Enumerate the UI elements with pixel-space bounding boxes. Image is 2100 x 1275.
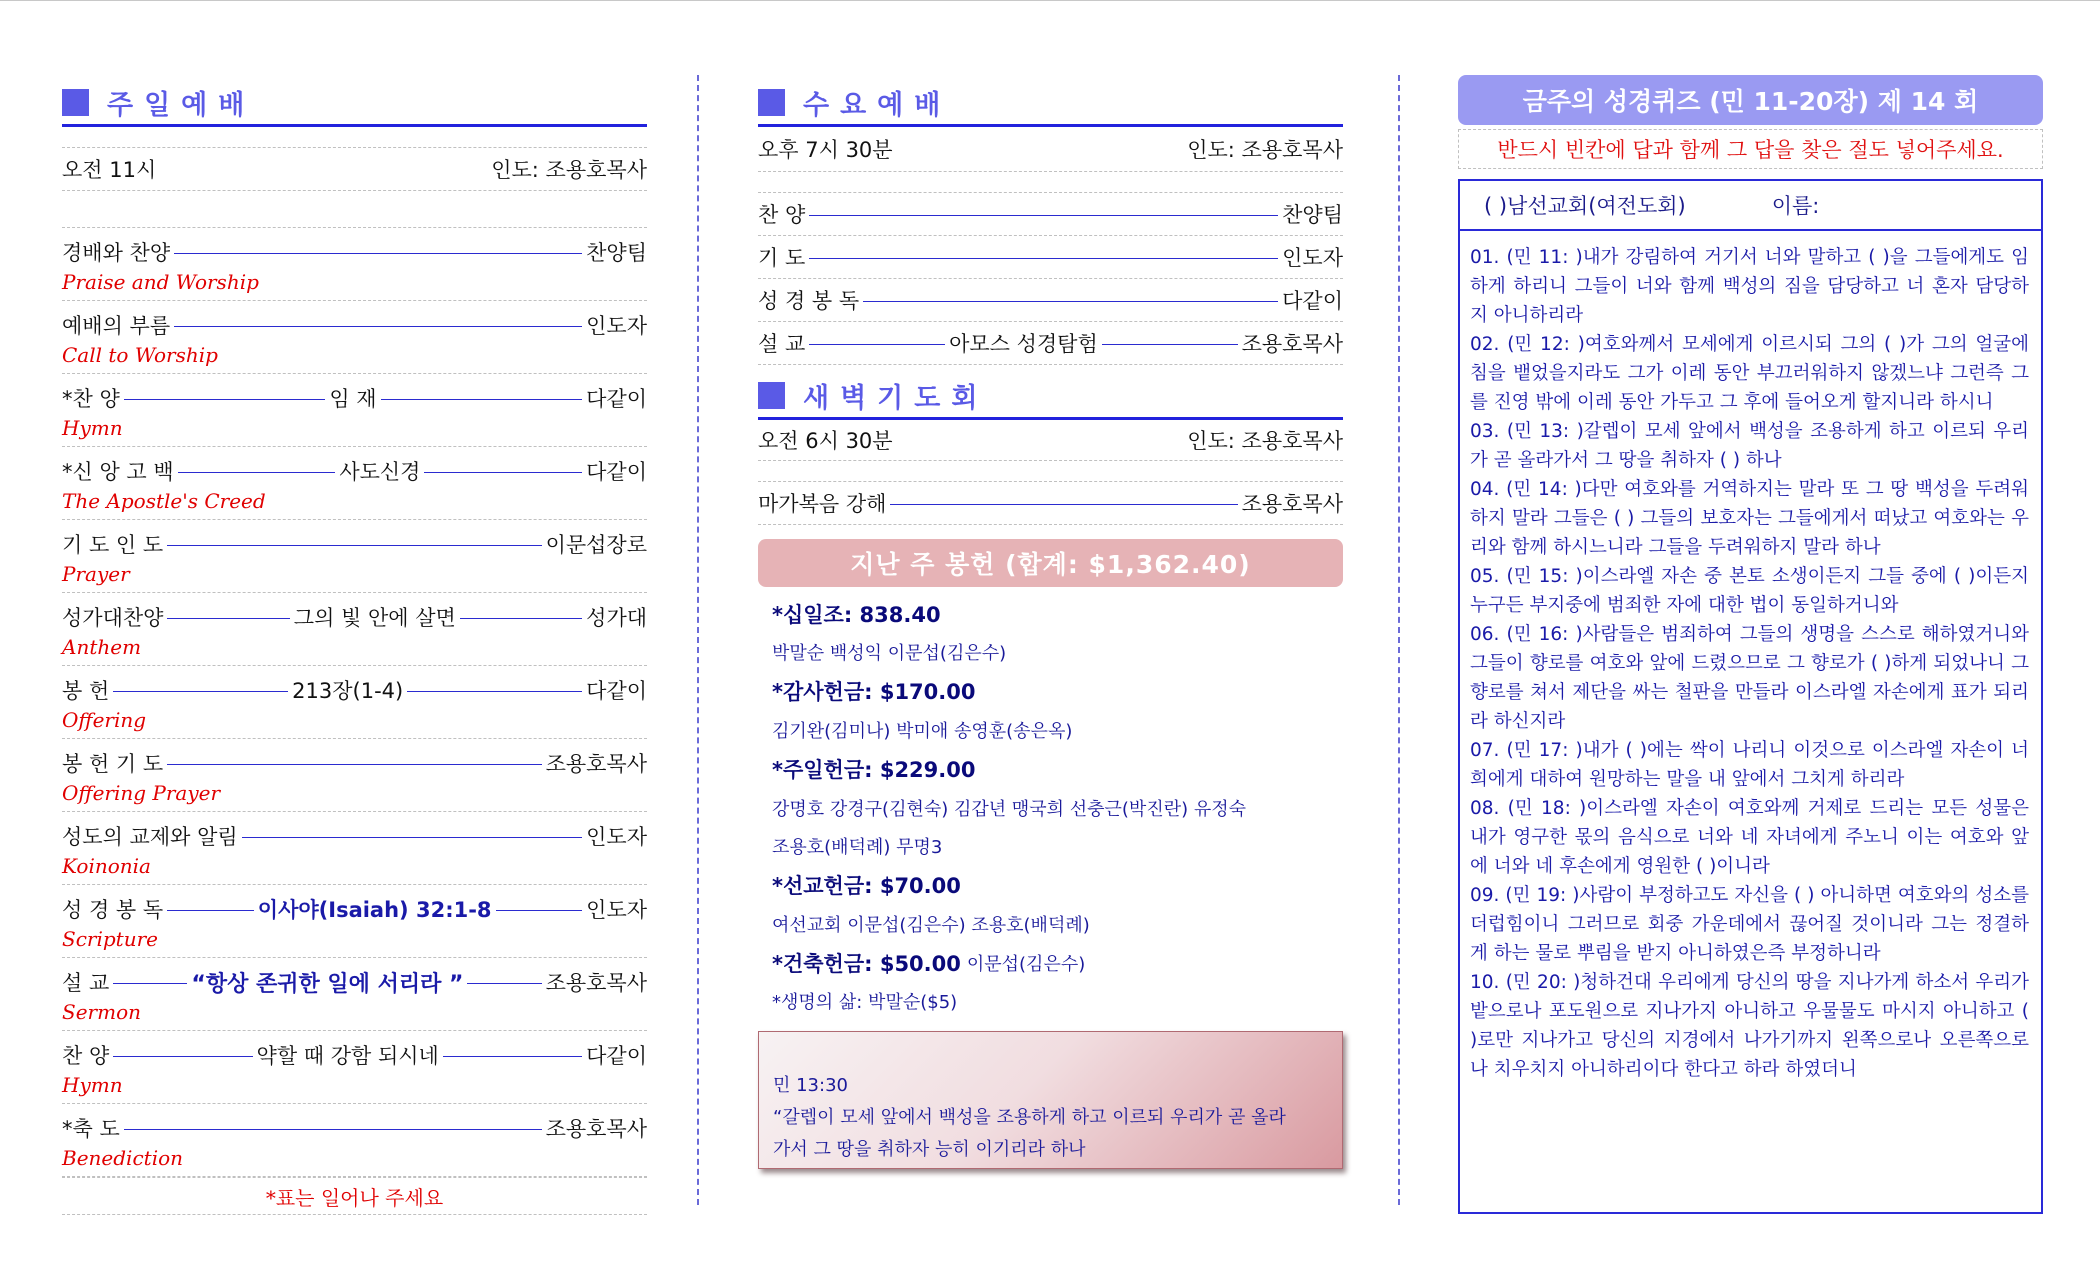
- column-divider: [697, 75, 699, 1205]
- item-leader: 다같이: [1282, 289, 1343, 313]
- item-english: Praise and Worship: [62, 270, 259, 294]
- item-label: 봉 헌 기 도: [62, 752, 164, 776]
- name-label: 이름:: [1771, 194, 1820, 218]
- item-detail: 사도신경: [339, 460, 421, 484]
- item-english: Scripture: [62, 927, 158, 951]
- item-english: Koinonia: [62, 854, 151, 878]
- dawn-title: [758, 375, 1343, 415]
- item-label: 성 경 봉 독: [758, 289, 860, 313]
- item-label: *축 도: [62, 1117, 120, 1141]
- life-offering: *생명의 삶: 박말순($5): [772, 992, 958, 1013]
- order-item: [758, 236, 1343, 279]
- order-item: [62, 1104, 647, 1177]
- dawn-title-text: 새벽기도회: [803, 382, 989, 414]
- item-leader: 찬양팀: [1282, 203, 1343, 227]
- wednesday-order-list: [758, 193, 1343, 365]
- item-label: 성가대찬양: [62, 606, 164, 630]
- service-time: 오후 7시 30분: [758, 138, 893, 162]
- offering-header-text: 지난 주 봉헌 (합계: $1,362.40): [850, 550, 1251, 579]
- quiz-header: [1458, 75, 2043, 125]
- item-english: Hymn: [62, 416, 123, 440]
- item-label: 성도의 교제와 알림: [62, 825, 238, 849]
- item-leader: 다같이: [586, 387, 648, 411]
- quiz-question-list: [1460, 231, 2041, 1084]
- item-leader: 조용호목사: [1241, 332, 1343, 356]
- quiz-question: 02. (민 12: )여호와께서 모세에게 이르시되 그의 ( )가 그의 얼굴에 침을 뱉었을지라도 그가 이레 동안 부끄러워하지 않겠느냐 그런즉 그를 진영 밖에 이레 동안 가두고 그 후에 들어오게 할지니라 하시니: [1470, 334, 2029, 413]
- quiz-question: 08. (민 18: )이스라엘 자손이 여호와께 거제로 드리는 모든 성물은 내가 영구한 몫의 음식으로 너와 네 자녀에게 주노니 이는 여호와 앞에 너와 네 후손에게 영원한 ( )이니라: [1470, 798, 2029, 877]
- item-leader: 조용호목사: [545, 971, 648, 995]
- service-leader: 인도: 조용호목사: [491, 158, 647, 182]
- middle-column: [758, 82, 1343, 1169]
- quiz-question: 06. (민 16: )사람들은 범죄하여 그들의 생명을 스스로 해하였거니와 그들이 향로를 여호와 앞에 드렸으므로 그 향로가 ( )하게 되었나니 그 향로를 쳐서 제단을 싸는 철판을 만들라 이스라엘 자손에게 표가 되리라 하신지라: [1470, 624, 2029, 732]
- service-leader: 인도: 조용호목사: [1187, 429, 1343, 453]
- mission-title: *선교헌금: $70.00: [772, 874, 961, 898]
- item-leader: 찬양팀: [586, 241, 647, 265]
- order-item: [758, 279, 1343, 322]
- verse-line: “갈렙이 모세 앞에서 백성을 조용하게 하고 이르되 우리가 곧 올라: [773, 1107, 1286, 1128]
- order-item: [758, 193, 1343, 236]
- thanks-title: *감사헌금: $170.00: [772, 680, 976, 704]
- item-leader: 성가대: [586, 606, 648, 630]
- sunday-title: [62, 82, 647, 122]
- quiz-column: [1458, 75, 2043, 1214]
- square-bullet-icon: [62, 89, 89, 116]
- quiz-question: 04. (민 14: )다만 여호와를 거역하지는 말라 또 그 땅 백성을 두려워하지 말라 그들은 ( ) 그들의 보호자는 그들에게서 떠났고 여호와는 우리와 함께 하시느니라 그들을 두려워하지 말라 하나: [1470, 479, 2029, 558]
- item-detail: 이사야(Isaiah) 32:1-8: [257, 898, 492, 922]
- sunday-time-row: [62, 148, 647, 191]
- top-border: [0, 0, 2100, 1]
- quiz-header-text: 금주의 성경퀴즈 (민 11-20장) 제 14 회: [1522, 87, 1979, 116]
- sunday-offering-title: *주일헌금: $229.00: [772, 758, 976, 782]
- service-time: 오전 11시: [62, 158, 157, 182]
- item-leader: 조용호목사: [545, 752, 647, 776]
- order-item: [62, 374, 647, 447]
- item-english: The Apostle's Creed: [62, 489, 266, 513]
- item-leader: 다같이: [586, 679, 648, 703]
- order-item: [62, 520, 647, 593]
- quiz-answer-box: [1458, 179, 2043, 1214]
- tithe-names: 박말순 백성익 이문섭(김은수): [772, 643, 1007, 664]
- dawn-time-row: [758, 420, 1343, 461]
- quiz-name-row: [1460, 181, 2041, 231]
- item-leader: 인도자: [586, 314, 647, 338]
- building-row: [772, 943, 1343, 983]
- item-label: 설 교: [62, 971, 110, 995]
- quiz-instruction: [1458, 129, 2043, 169]
- order-item: [62, 301, 647, 374]
- sunday-offering-names-2: 조용호(배덕례) 무명3: [772, 837, 943, 858]
- tithe-title: *십일조: 838.40: [772, 603, 941, 627]
- item-leader: 다같이: [586, 1044, 647, 1068]
- item-english: Call to Worship: [62, 343, 218, 367]
- square-bullet-icon: [758, 382, 785, 409]
- column-divider: [1398, 75, 1400, 1205]
- item-label: 찬 양: [758, 203, 806, 227]
- dawn-sermon: 마가복음 강해: [758, 492, 887, 516]
- order-item: [62, 593, 647, 666]
- quiz-question: 01. (민 11: )내가 강림하여 거기서 너와 말하고 ( )을 그들에게도 임하게 하리니 그들이 너와 함께 백성의 짐을 담당하고 너 혼자 담당하지 아니하리라: [1470, 247, 2029, 326]
- item-leader: 다같이: [586, 460, 647, 484]
- item-english: Hymn: [62, 1073, 123, 1097]
- item-english: Sermon: [62, 1000, 141, 1024]
- item-label: 설 교: [758, 332, 806, 356]
- item-label: *신 앙 고 백: [62, 460, 174, 484]
- wednesday-time-row: [758, 127, 1343, 172]
- offering-header: [758, 539, 1343, 587]
- item-english: Benediction: [62, 1146, 184, 1170]
- memory-verse-box: [758, 1031, 1343, 1169]
- item-label: 경배와 찬양: [62, 241, 171, 265]
- building-title: *건축헌금: $50.00: [772, 952, 961, 976]
- quiz-question: 10. (민 20: )청하건대 우리에게 당신의 땅을 지나가게 하소서 우리가 밭으로나 포도원으로 지나가지 아니하고 우물물도 마시지 아니하고 ( )로만 지나가고 당신의 지경에서 나가기까지 왼쪽으로나 오른쪽으로나 치우치지 아니하리이다 한다고 하라 하였더니: [1470, 972, 2029, 1080]
- order-item: [62, 666, 647, 739]
- item-leader: 조용호목사: [545, 1117, 647, 1141]
- order-item: [62, 228, 647, 301]
- order-item: [62, 958, 647, 1031]
- quiz-instruction-text: 반드시 빈칸에 답과 함께 그 답을 찾은 절도 넣어주세요.: [1497, 138, 2004, 162]
- standing-note: *표는 일어나 주세요: [265, 1185, 444, 1210]
- wednesday-title-text: 수요예배: [803, 89, 952, 121]
- item-english: Offering: [62, 708, 147, 732]
- item-label: 성 경 봉 독: [62, 898, 164, 922]
- sunday-offering-names: 강명호 강경구(김현숙) 김갑년 맹국희 선충근(박진란) 유정숙: [772, 799, 1247, 820]
- item-english: Offering Prayer: [62, 781, 221, 805]
- item-detail: 약할 때 강함 되시네: [256, 1044, 439, 1068]
- sunday-order-list: [62, 228, 647, 1177]
- order-item: [62, 885, 647, 958]
- item-leader: 이문섭장로: [545, 533, 647, 557]
- item-leader: 인도자: [586, 898, 648, 922]
- item-detail: “항상 존귀한 일에 서리라 ”: [191, 971, 464, 997]
- quiz-question: 07. (민 17: )내가 ( )에는 싹이 나리니 이것으로 이스라엘 자손이 너희에게 대하여 원망하는 말을 내 앞에서 그치게 하리라: [1470, 740, 2029, 790]
- service-leader: 인도: 조용호목사: [1187, 138, 1343, 162]
- item-label: 예배의 부름: [62, 314, 171, 338]
- dawn-preacher: 조용호목사: [1241, 492, 1343, 516]
- service-time: 오전 6시 30분: [758, 429, 893, 453]
- quiz-question: 05. (민 15: )이스라엘 자손 중 본토 소생이든지 그들 중에 ( )이든지 누구든 부지중에 범죄한 자에 대한 법이 동일하거니와: [1470, 566, 2029, 616]
- mission-names: 여선교회 이문섭(김은수) 조용호(배덕례): [772, 915, 1090, 936]
- offering-list: [758, 595, 1343, 1019]
- verse-reference: 민 13:30: [773, 1075, 848, 1096]
- square-bullet-icon: [758, 89, 785, 116]
- item-detail: 아모스 성경탐험: [949, 332, 1098, 356]
- dawn-sermon-row: [758, 482, 1343, 525]
- thanks-names: 김기완(김미나) 박미애 송영훈(송은옥): [772, 721, 1073, 742]
- order-item: [758, 322, 1343, 365]
- item-english: Prayer: [62, 562, 130, 586]
- order-item: [62, 1031, 647, 1104]
- item-label: 봉 헌: [62, 679, 110, 703]
- item-detail: 임 재: [329, 387, 377, 411]
- item-label: 기 도: [758, 246, 806, 270]
- item-detail: 그의 빛 안에 살면: [293, 606, 456, 630]
- sunday-column: [62, 82, 647, 1215]
- wednesday-title: [758, 82, 1343, 122]
- verse-line: 가서 그 땅을 취하자 능히 이기리라 하나: [773, 1139, 1086, 1160]
- item-label: *찬 양: [62, 387, 120, 411]
- church-label: ( )남선교회(여전도회): [1484, 194, 1686, 218]
- item-detail: 213장(1-4): [292, 679, 404, 703]
- item-label: 기 도 인 도: [62, 533, 164, 557]
- standing-note-row: [62, 1177, 647, 1215]
- item-leader: 인도자: [1282, 246, 1343, 270]
- building-names: 이문섭(김은수): [966, 954, 1086, 975]
- item-english: Anthem: [62, 635, 142, 659]
- order-item: [62, 812, 647, 885]
- quiz-question: 03. (민 13: )갈렙이 모세 앞에서 백성을 조용하게 하고 이르되 우리가 곧 올라가서 그 땅을 취하자 ( ) 하나: [1470, 421, 2029, 471]
- quiz-question: 09. (민 19: )사람이 부정하고도 자신을 ( ) 아니하면 여호와의 성소를 더럽힘이니 그러므로 회중 가운데에서 끊어질 것이니라 그는 정결하게 하는 물로 뿌림을 받지 아니하였은즉 부정하니라: [1470, 885, 2029, 964]
- sunday-title-text: 주일예배: [107, 89, 256, 121]
- order-item: [62, 739, 647, 812]
- order-item: [62, 447, 647, 520]
- item-leader: 인도자: [586, 825, 647, 849]
- item-label: 찬 양: [62, 1044, 110, 1068]
